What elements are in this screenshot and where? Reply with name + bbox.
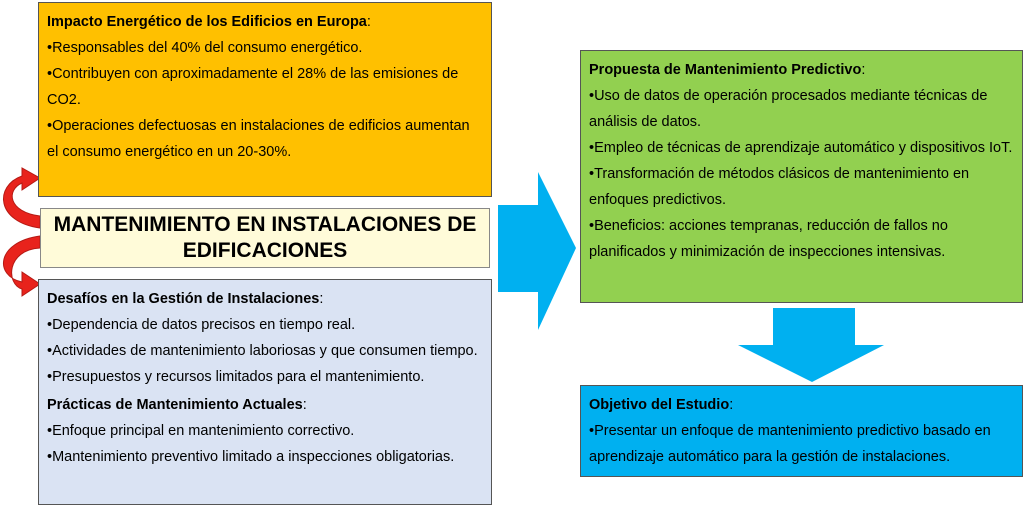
impact-title-line [47,14,371,30]
proposal-item: •Transformación de métodos clásicos de mantenimiento en enfoques predictivos. [589,166,970,208]
impact-item: •Operaciones defectuosas en instalaciones de edificios aumentan el consumo energético en un 20-30%. [47,118,470,160]
practices-title: Prácticas de Mantenimiento Actuales [47,397,303,413]
proposal-item: •Uso de datos de operación procesados mediante técnicas de análisis de datos. [589,88,988,130]
impact-title-colon: : [366,14,371,30]
challenges-item: •Presupuestos y recursos limitados para el mantenimiento. [47,369,425,385]
central-title-box [40,208,490,268]
challenges-title: Desafíos en la Gestión de Instalaciones [47,291,320,307]
curved-arrow-to-challenges [3,236,40,296]
proposal-title: Propuesta de Mantenimiento Predictivo [589,62,862,78]
objective-box [580,385,1023,477]
proposal-title-colon: : [861,62,866,78]
down-block-arrow [738,308,884,382]
objective-title-line [589,397,733,413]
challenges-item: •Dependencia de datos precisos en tiempo real. [47,317,356,333]
objective-item: •Presentar un enfoque de mantenimiento predictivo basado en aprendizaje automático para la gestión de instalaciones. [589,423,991,465]
challenges-item: •Actividades de mantenimiento laboriosas y que consumen tiempo. [47,343,478,359]
impact-box [38,2,492,197]
curved-arrow-to-impact [3,168,40,228]
impact-item: •Responsables del 40% del consumo energético. [47,40,363,56]
proposal-title-line [589,62,865,78]
challenges-box [38,279,492,505]
proposal-box [580,50,1023,303]
proposal-item: •Empleo de técnicas de aprendizaje automático y dispositivos IoT. [589,140,1013,156]
impact-title: Impacto Energético de los Edificios en Europa [47,14,367,30]
challenges-title-line [47,291,323,307]
impact-item: •Contribuyen con aproximadamente el 28% de las emisiones de CO2. [47,66,459,108]
challenges-title-colon: : [319,291,324,307]
objective-title-colon: : [729,397,734,413]
objective-title: Objetivo del Estudio [589,397,730,413]
practices-item: •Enfoque principal en mantenimiento correctivo. [47,423,355,439]
proposal-item: •Beneficios: acciones tempranas, reducción de fallos no planificados y minimización de inspecciones intensivas. [589,218,948,260]
right-block-arrow [498,172,576,330]
practices-title-colon: : [302,397,307,413]
practices-item: •Mantenimiento preventivo limitado a inspecciones obligatorias. [47,449,455,465]
practices-title-line [47,392,483,418]
central-title: MANTENIMIENTO EN INSTALACIONES DE EDIFICACIONES [53,213,477,262]
